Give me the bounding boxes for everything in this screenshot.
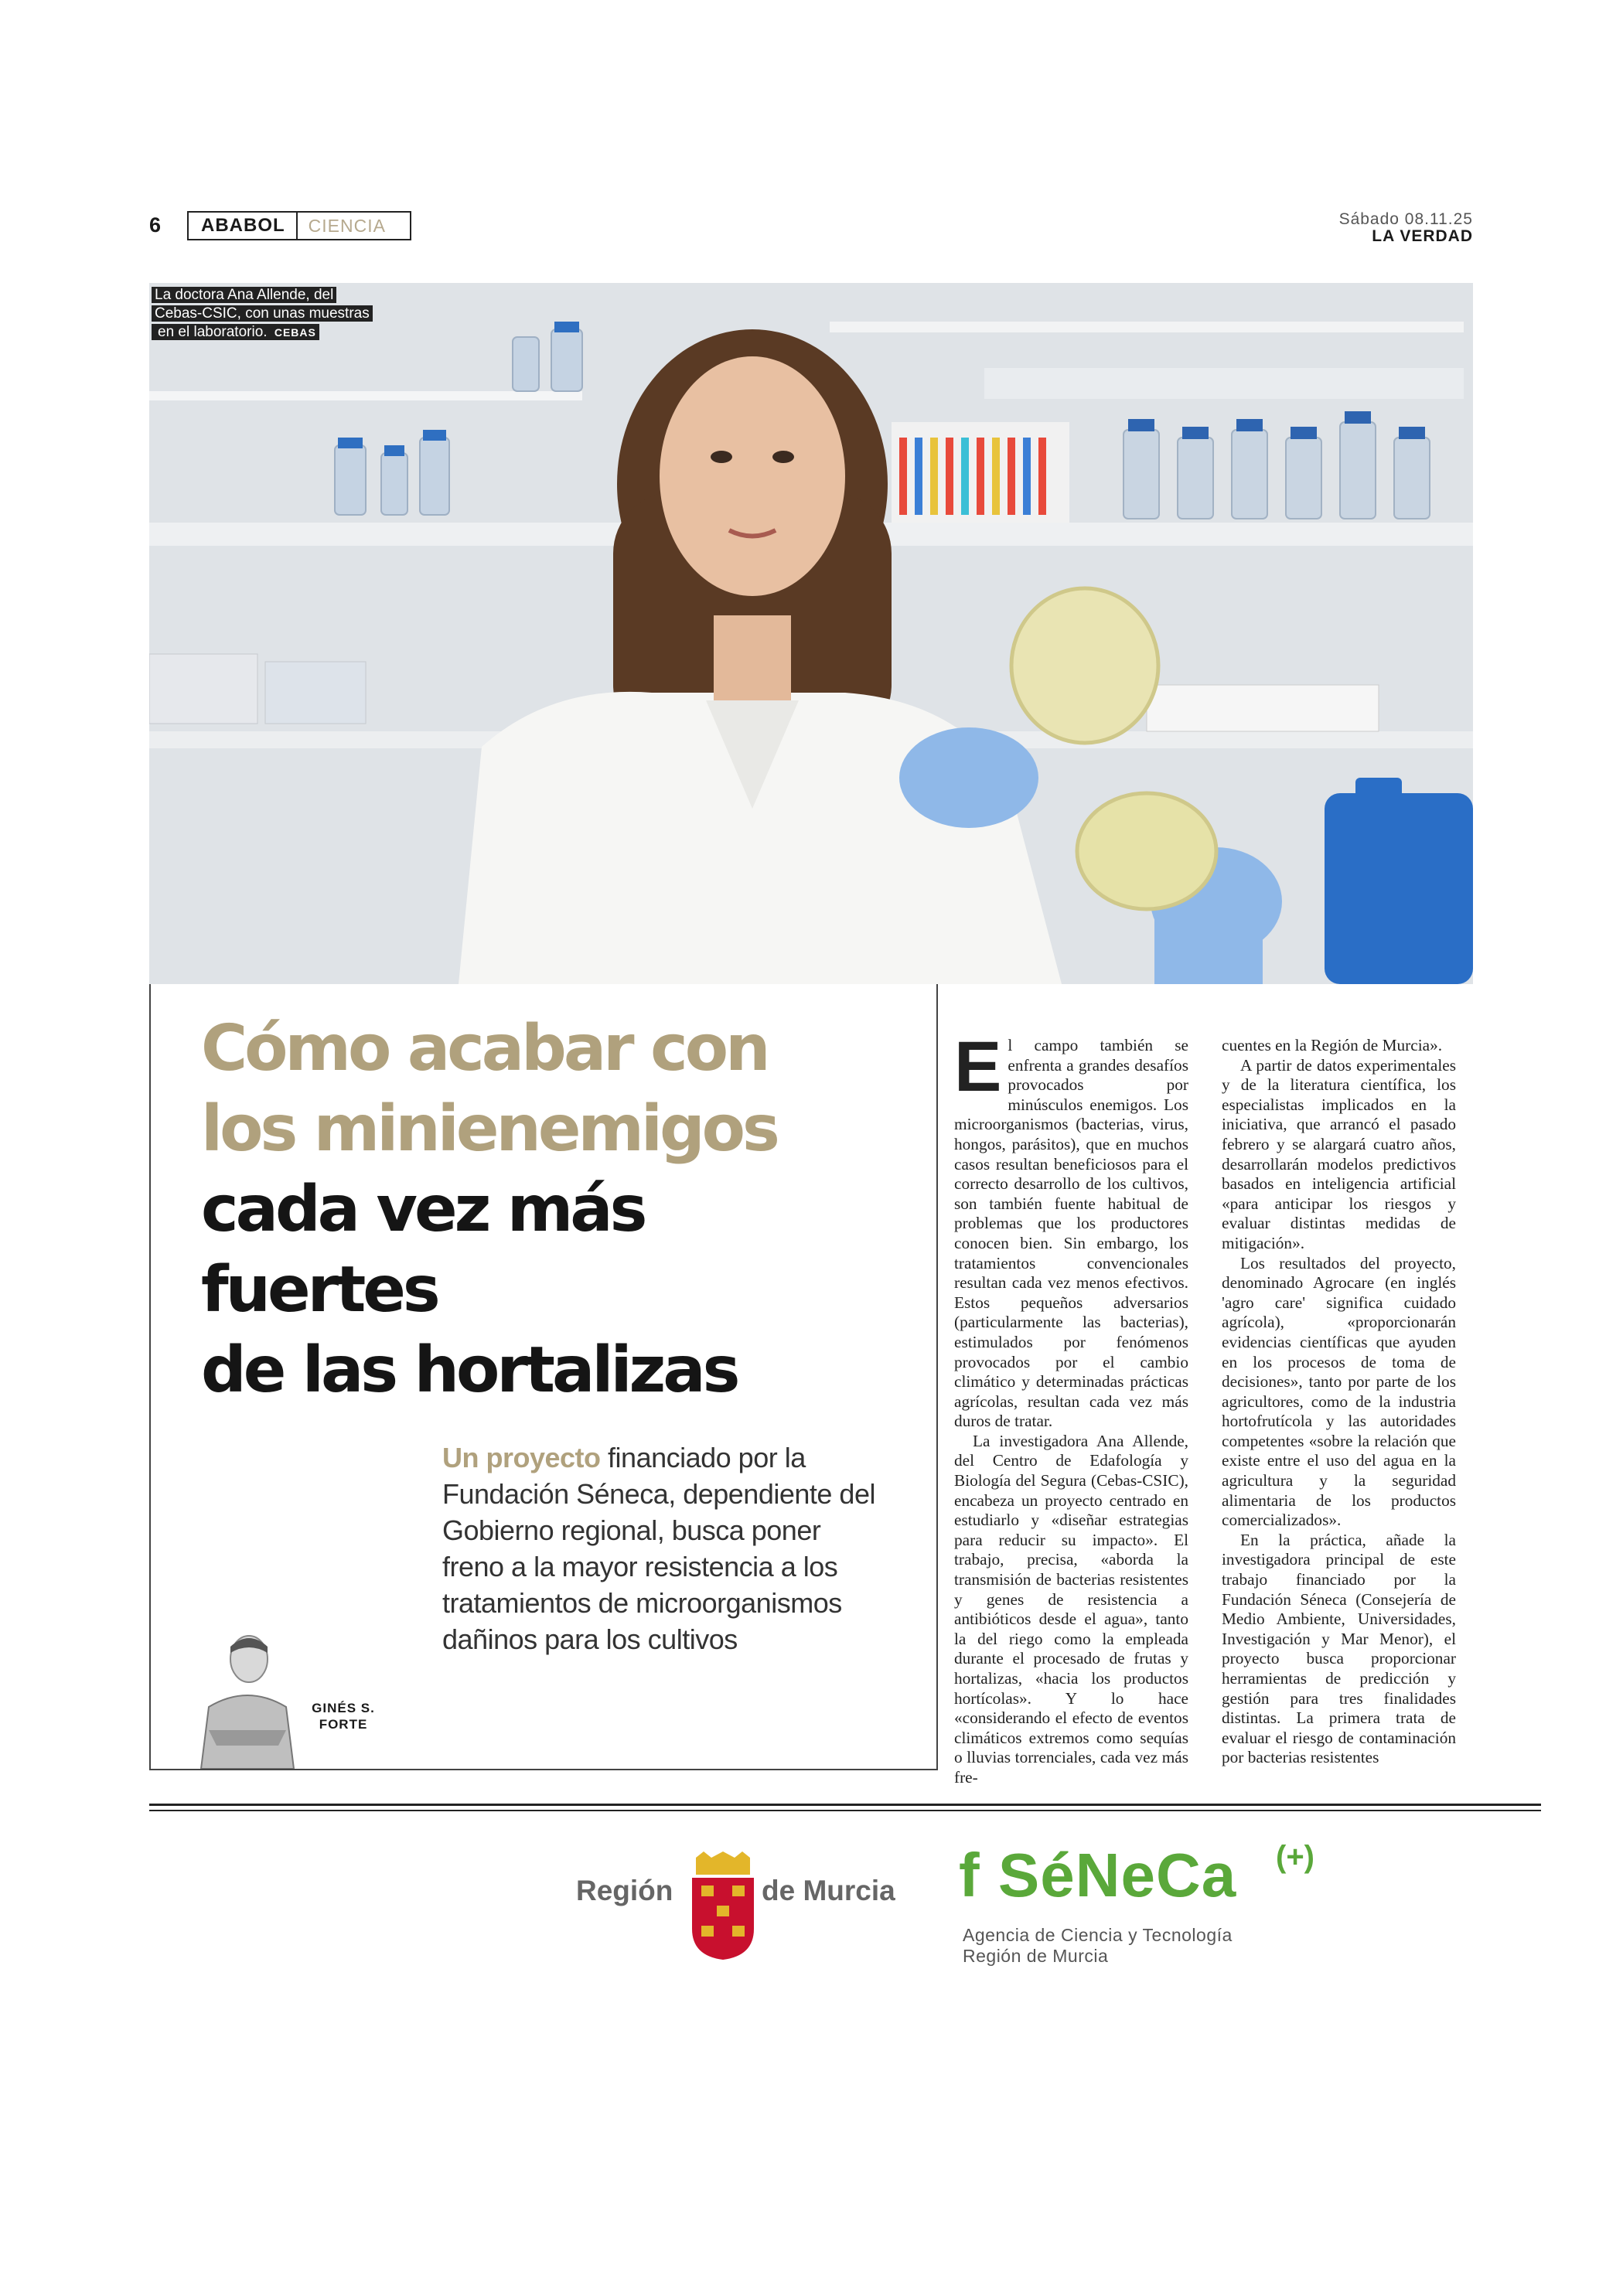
caption-line: Cebas-CSIC, con unas muestras: [152, 305, 373, 322]
caption-line: La doctora Ana Allende, del: [152, 287, 336, 303]
lab-photo: [149, 283, 1473, 984]
seneca-tagline: [963, 1925, 1233, 1967]
article-paragraph: Los resultados del proyecto, denominado Agrocare (en inglés 'agro care' significa cuidado agrícola), «proporcionarán evidencias científicas que ayuden en los procesos de toma de decisiones», tanto por parte de los agricultores, como de la industria hortofrutícola y las autoridades competentes «sobre la relación que existe entre el uso del agua en la agricultura y la seguridad alimentaria de los productos comercializados».: [1222, 1253, 1456, 1530]
headline-line: los minienemigos: [201, 1092, 777, 1166]
article-paragraph: [954, 1027, 1188, 1432]
newspaper-name: LA VERDAD: [1372, 227, 1473, 245]
issue-date: Sábado 08.11.25: [1338, 210, 1473, 228]
divider: [149, 1804, 1541, 1806]
seneca-tagline-line: Agencia de Ciencia y Tecnología: [963, 1925, 1233, 1945]
section-name: ABABOL: [189, 213, 298, 239]
author-last-name: FORTE: [319, 1717, 368, 1732]
region-murcia-logo: [576, 1851, 901, 1960]
author-first-name: GINÉS S.: [312, 1701, 375, 1715]
author-byline: [308, 1700, 379, 1732]
seneca-logo: f SéNeCa: [959, 1841, 1237, 1909]
headline-line: Cómo acabar con: [201, 1012, 768, 1085]
divider: [149, 1810, 1541, 1811]
crest-icon: [684, 1851, 762, 1960]
article-paragraph: cuentes en la Región de Murcia».: [1222, 1036, 1443, 1054]
article-column-1: [954, 1027, 1188, 1788]
seneca-plus: (+): [1276, 1840, 1314, 1874]
seneca-tagline-line: Región de Murcia: [963, 1946, 1109, 1966]
section-label: [187, 211, 411, 240]
caption-line: en el laboratorio.: [155, 324, 271, 340]
article-paragraph: En la práctica, añade la investigadora principal de este trabajo financiado por la Fundación Séneca (Consejería de Medio Ambiente, Universidades, Investigación y Mar Menor), el proyecto busca proporcionar herramientas de predicción y gestión para tres finalidades distintas. La primera trata de evaluar el riesgo de contaminación por bacterias resistentes: [1222, 1530, 1456, 1767]
region-text-right: de Murcia: [762, 1875, 895, 1906]
article-text: l campo también se enfrenta a grandes desafíos provocados por minúsculos enemigos. Los microorganismos (bacterias, virus, hongos, parásitos), que en muchos casos resultan beneficiosos para el correcto desarrollo de los cultivos, son también fuente habitual de problemas que los productores conocen bien. Sin embargo, los tratamientos convencionales resultan cada vez menos efectivos. Estos pequeños adversarios (particularmente las bacterias), estimulados por fenómenos provocados por el cambio climático y determinadas prácticas agrícolas, resultan cada vez más duros de tratar.: [954, 1036, 1188, 1431]
photo-credit: CEBAS: [274, 326, 316, 339]
region-text-left: Región: [576, 1875, 673, 1906]
article-paragraph: A partir de datos experimentales y de la literatura científica, los especialistas implicados en la iniciativa, que arrancó el pasado febrero y se alargará cuatro años, desarrollarán modelos predictivos basados en inteligencia artificial «para anticipar los riesgos y evaluar distintas medidas de mitigación».: [1222, 1055, 1456, 1252]
lab-photo-illustration: [149, 283, 1473, 984]
photo-caption: [152, 286, 384, 342]
headline-line: cada vez más fuertes: [201, 1173, 645, 1327]
headline: [201, 1009, 897, 1411]
page-number: 6: [149, 213, 162, 237]
headline-line: de las hortalizas: [201, 1334, 738, 1407]
subsection-name: CIENCIA: [308, 215, 386, 236]
article-paragraph: La investigadora Ana Allende, del Centro de Edafología y Biología del Segura (Cebas-CSIC), encabeza un proyecto centrado en estudiarlo y «diseñar estrategias para reducir su impacto». El trabajo, precisa, «aborda la transmisión de bacterias resistentes y genes de resistencia a antibióticos desde el agua», tanto la del riego como la empleada durante el procesado de frutas y hortalizas, «hacia los productos hortícolas». Y lo hace «considerando el efecto de eventos climáticos extremos como sequías o lluvias torrenciales, cada vez más fre-: [954, 1431, 1188, 1787]
dropcap: E: [954, 1027, 1002, 1106]
subheadline: [442, 1439, 875, 1657]
subhead-lead: Un proyecto: [442, 1442, 601, 1473]
author-avatar: [193, 1630, 302, 1769]
article-column-2: [1222, 1036, 1456, 1768]
subhead-text: financiado por la Fundación Séneca, dependiente del Gobierno regional, busca poner freno a la mayor resistencia a los tratamientos de microorganismos dañinos para los cultivos: [442, 1442, 875, 1655]
